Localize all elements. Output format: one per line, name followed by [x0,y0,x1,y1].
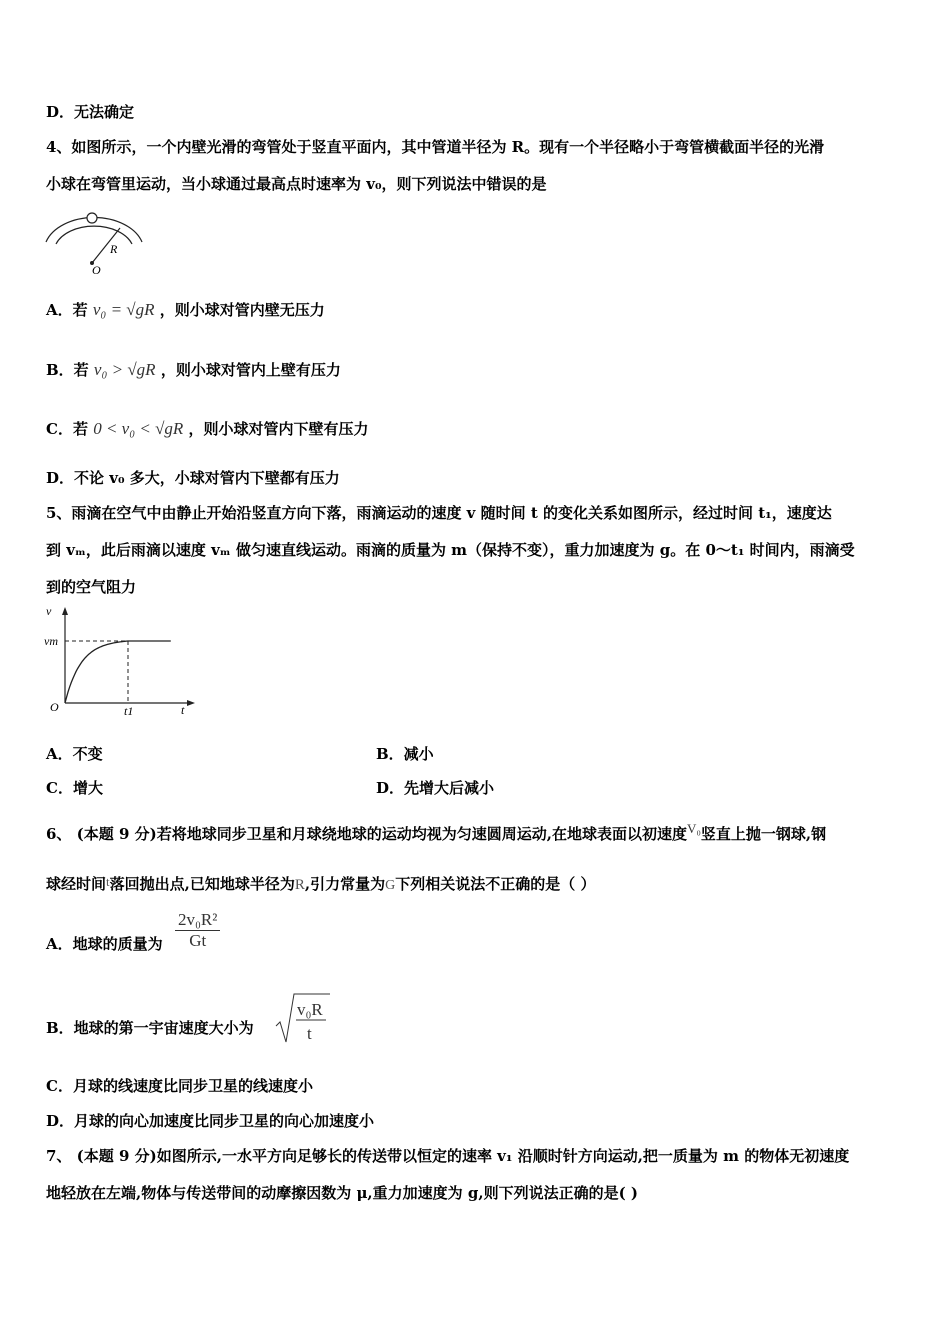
y-axis-arrow [62,607,68,615]
q4-option-a [46,300,325,320]
q4-option-c-suffix: ，则小球对管内下壁有压力 [188,420,369,438]
q5-stem-line3: 到的空气阻力 [46,578,137,596]
q6-option-d: D．月球的向心加速度比同步卫星的向心加速度小 [46,1112,375,1130]
q5-stem-line2: 到 vₘ，此后雨滴以速度 vₘ 做匀速直线运动。雨滴的质量为 m（保持不变），重力加速度为 g。在 0～t₁ 时间内，雨滴受 [46,541,855,559]
q6-stem-line2-c: ,引力常量为 [304,875,386,893]
q6-option-b-denominator: t [307,1024,312,1043]
q6-option-a-text: A．地球的质量为 [46,935,163,953]
q5-option-c: C．增大 [46,779,103,797]
q6-stem-line2-d: 下列相关说法不正确的是（ ） [395,875,596,893]
q4-option-a-formula: v₀ = √gR [92,300,155,319]
q4-option-a-suffix: ，则小球对管内壁无压力 [159,301,325,319]
q7-stem-line1: 7、 (本题 9 分)如图所示,一水平方向足够长的传送带以恒定的速率 v₁ 沿顺时针方向运动,把一质量为 m 的物体无初速度 [46,1147,850,1165]
q4-stem-line2: 小球在弯管里运动，当小球通过最高点时速率为 v₀，则下列说法中错误的是 [46,175,547,193]
q4-option-c-prefix: C．若 [46,420,88,438]
q4-option-b-suffix: ，则小球对管内上壁有压力 [160,361,341,379]
velocity-curve [65,641,171,703]
q4-curved-pipe-figure [40,208,150,278]
q6-stem-line2 [46,874,595,896]
q6-option-c: C．月球的线速度比同步卫星的线速度小 [46,1077,313,1095]
q5-option-d: D．先增大后减小 [376,779,495,797]
q4-option-b-formula: v₀ > √gR [93,360,156,379]
q4-option-b-prefix: B．若 [46,361,89,379]
q5-velocity-time-chart [40,603,205,721]
r-label: R [110,242,118,256]
q6-stem-line2-b: 落回抛出点,已知地球半径为 [109,875,295,893]
q5-option-a: A．不变 [46,745,103,763]
vm-label: vm [44,634,58,648]
q4-option-b [46,360,341,380]
q4-option-d: D．不论 v₀ 多大，小球对管内下壁都有压力 [46,469,340,487]
q7-stem-line2: 地轻放在左端,物体与传送带间的动摩擦因数为 μ,重力加速度为 g,则下列说法正确的是( ) [46,1184,638,1202]
q6-option-b-numerator: v₀R [297,1000,323,1019]
q6-stem-line2-a: 球经时间 [46,875,107,893]
q6-r-symbol: R [294,877,305,893]
ball [87,213,97,223]
y-axis-label: v [46,604,52,618]
q6-option-b-text: B．地球的第一宇宙速度大小为 [46,1019,254,1037]
q6-option-a [46,934,163,954]
q4-stem-line1: 4、如图所示，一个内壁光滑的弯管处于竖直平面内，其中管道半径为 R。现有一个半径略小于弯管横截面半径的光滑 [46,138,825,156]
t1-label: t1 [124,704,134,718]
pipe-inner-arc [56,226,132,244]
x-axis-label: t [181,703,185,717]
q6-option-b-sqrt [274,992,334,1047]
o-label: O [92,263,101,277]
q6-stem-line1-a: 6、 (本题 9 分)若将地球同步卫星和月球绕地球的运动均视为匀速圆周运动,在地球表面以初速度 [46,825,687,843]
q4-option-c-formula: 0 < v₀ < √gR [93,419,184,438]
x-axis-arrow [187,700,195,706]
q5-stem-line1: 5、雨滴在空气中由静止开始沿竖直方向下落，雨滴运动的速度 v 随时间 t 的变化关系如图所示，经过时间 t₁，速度达 [46,504,832,522]
q6-option-a-denominator: Gt [189,931,207,950]
q6-option-a-numerator: 2v₀R² [175,910,220,931]
q6-stem-line1-b: 竖直上抛一钢球,钢 [700,825,827,843]
q6-option-a-fraction [175,910,220,951]
q6-g-symbol: G [385,878,396,893]
q6-v0-symbol: V₀ [686,821,701,836]
q4-option-a-prefix: A．若 [46,301,88,319]
q4-option-c [46,419,369,439]
q5-option-b: B．减小 [376,745,434,763]
q3-option-d: D．无法确定 [46,103,135,121]
origin-label: O [50,700,59,714]
q6-stem-line1 [46,821,827,845]
q6-t-symbol: t [106,874,110,889]
q6-option-b [46,1018,254,1038]
